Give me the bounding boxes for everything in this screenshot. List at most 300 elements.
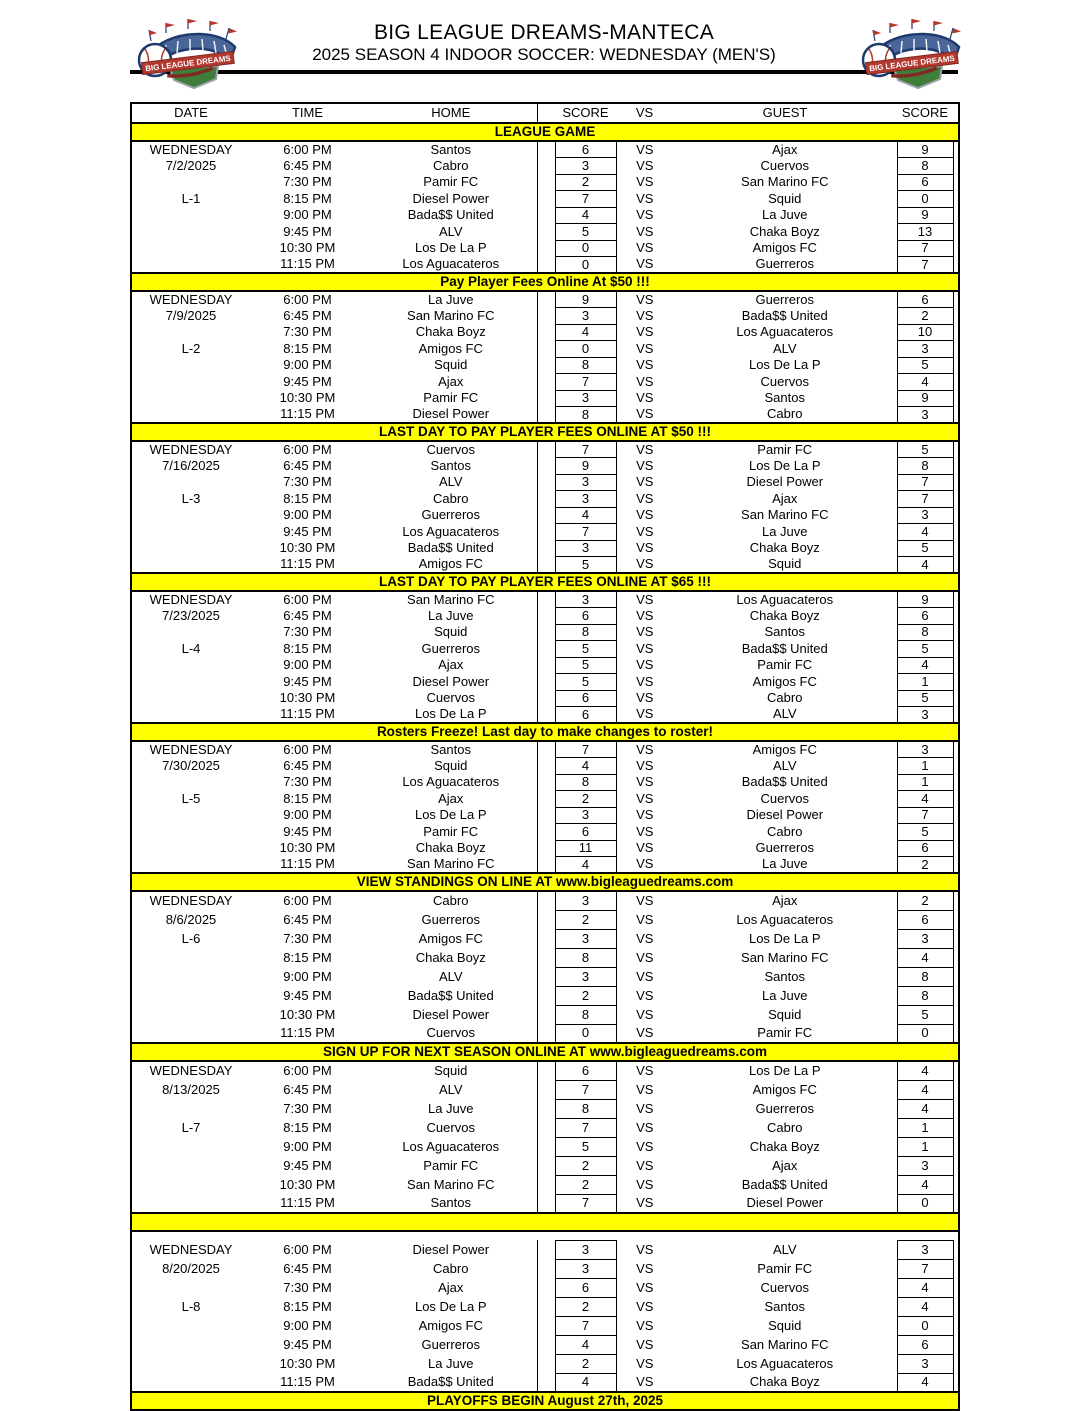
home-score: 3	[555, 491, 616, 508]
guest-team: Santos	[764, 968, 805, 984]
home-team: San Marino FC	[365, 1175, 537, 1194]
home-team: Santos	[365, 741, 537, 758]
spacer-cell	[953, 1156, 959, 1175]
home-score: 8	[555, 948, 616, 967]
spacer-cell	[953, 967, 959, 986]
home-score: 7	[555, 1118, 616, 1137]
game-time: 9:00 PM	[283, 968, 332, 984]
home-team: Squid	[365, 758, 537, 775]
spacer-cell	[953, 774, 959, 791]
vs-label: VS	[636, 291, 654, 307]
vs-label: VS	[636, 790, 654, 806]
spacer-cell	[537, 591, 555, 608]
guest-team: Los Aguacateros	[736, 1355, 834, 1371]
date-cell	[131, 257, 250, 274]
spacer-cell	[953, 458, 959, 475]
column-header-time: TIME	[250, 103, 365, 123]
vs-label: VS	[636, 823, 654, 839]
guest-team: Los De La P	[748, 930, 821, 946]
game-row	[131, 807, 959, 824]
home-score: 3	[555, 1240, 616, 1259]
spacer-cell	[537, 1080, 555, 1099]
spacer-cell	[537, 458, 555, 475]
spacer-cell	[953, 1278, 959, 1297]
guest-team: Santos	[764, 1298, 805, 1314]
home-score: 5	[555, 224, 616, 241]
spacer-cell	[953, 1240, 959, 1259]
home-score: 4	[555, 324, 616, 341]
game-row	[131, 948, 959, 967]
guest-score: 6	[897, 174, 953, 191]
guest-score: 0	[897, 1316, 953, 1335]
spacer-cell	[537, 357, 555, 374]
game-row	[131, 910, 959, 929]
spacer-row	[131, 1231, 959, 1240]
spacer-cell	[537, 257, 555, 274]
home-team: ALV	[365, 967, 537, 986]
spacer-cell	[953, 707, 959, 724]
home-score: 5	[555, 674, 616, 691]
home-score: 7	[555, 741, 616, 758]
week-label: L-5	[181, 790, 201, 806]
home-team: Bada$$ United	[365, 207, 537, 224]
spacer-cell	[537, 929, 555, 948]
week-banner-row	[131, 273, 959, 291]
spacer-cell	[953, 1099, 959, 1118]
home-team: Bada$$ United	[365, 1373, 537, 1392]
column-header-row	[131, 103, 959, 141]
home-team: Guerreros	[365, 507, 537, 524]
game-time: 9:00 PM	[283, 207, 332, 223]
vs-label: VS	[636, 840, 654, 856]
spacer-cell	[953, 474, 959, 491]
home-team: La Juve	[365, 608, 537, 625]
guest-team: Los De La P	[748, 357, 821, 373]
home-score: 8	[555, 1005, 616, 1024]
week-block-4	[131, 591, 959, 741]
guest-score: 4	[897, 557, 953, 574]
game-time: 7:30 PM	[283, 624, 332, 640]
spacer-cell	[537, 1099, 555, 1118]
home-team: Amigos FC	[365, 557, 537, 574]
vs-label: VS	[636, 1317, 654, 1333]
game-time: 11:15 PM	[280, 856, 335, 872]
guest-team: Guerreros	[755, 291, 815, 307]
guest-team: Cuervos	[760, 790, 809, 806]
guest-score: 9	[897, 591, 953, 608]
date-cell	[131, 624, 250, 641]
spacer-cell	[953, 357, 959, 374]
home-score: 9	[555, 291, 616, 308]
guest-team: ALV	[772, 340, 797, 356]
spacer-cell	[953, 308, 959, 325]
date-cell	[131, 674, 250, 691]
spacer-cell	[953, 174, 959, 191]
game-row	[131, 1061, 959, 1080]
guest-team: Amigos FC	[752, 1081, 817, 1097]
home-team: Ajax	[365, 657, 537, 674]
game-row	[131, 458, 959, 475]
game-row	[131, 741, 959, 758]
game-time: 6:45 PM	[283, 457, 332, 473]
vs-label: VS	[636, 1374, 654, 1390]
game-row	[131, 758, 959, 775]
document-header	[130, 20, 958, 88]
home-score: 8	[555, 1099, 616, 1118]
guest-score: 1	[897, 774, 953, 791]
guest-team: Guerreros	[755, 840, 815, 856]
date-cell	[131, 324, 250, 341]
home-team: Ajax	[365, 791, 537, 808]
home-score: 6	[555, 608, 616, 625]
spacer-cell	[953, 158, 959, 175]
game-time: 10:30 PM	[279, 390, 336, 406]
guest-score: 8	[897, 986, 953, 1005]
home-score: 6	[555, 690, 616, 707]
spacer-cell	[537, 557, 555, 574]
guest-team: Chaka Boyz	[749, 1138, 820, 1154]
guest-score: 9	[897, 390, 953, 407]
vs-label: VS	[636, 893, 654, 909]
guest-team: ALV	[772, 1241, 797, 1257]
home-team: San Marino FC	[365, 857, 537, 874]
spacer-cell	[537, 1297, 555, 1316]
week-banner-row	[131, 873, 959, 891]
guest-team: Pamir FC	[757, 657, 813, 673]
game-row	[131, 1297, 959, 1316]
guest-score: 3	[897, 1240, 953, 1259]
guest-score: 7	[897, 240, 953, 257]
spacer-cell	[953, 591, 959, 608]
spacer-cell	[953, 1005, 959, 1024]
vs-label: VS	[636, 340, 654, 356]
game-time: 11:15 PM	[280, 706, 335, 722]
guest-score: 1	[897, 758, 953, 775]
game-time: 7:30 PM	[283, 1279, 332, 1295]
home-score: 2	[555, 174, 616, 191]
spacer-cell	[953, 390, 959, 407]
guest-score: 4	[897, 1080, 953, 1099]
spacer-cell	[537, 1156, 555, 1175]
spacer-cell	[953, 324, 959, 341]
guest-score: 2	[897, 308, 953, 325]
guest-team: La Juve	[761, 207, 808, 223]
vs-label: VS	[636, 523, 654, 539]
spacer-cell	[953, 1061, 959, 1080]
home-score: 3	[555, 540, 616, 557]
big-league-dreams-logo	[136, 17, 240, 91]
spacer-cell	[537, 1240, 555, 1259]
date-cell	[131, 1024, 250, 1043]
guest-team: Cabro	[767, 823, 803, 839]
date-cell	[131, 507, 250, 524]
guest-team: Ajax	[772, 893, 798, 909]
spacer-cell	[537, 407, 555, 424]
home-team: Ajax	[365, 1278, 537, 1297]
guest-team: Squid	[768, 190, 802, 206]
vs-label: VS	[636, 256, 654, 272]
home-score: 3	[555, 807, 616, 824]
spacer-cell	[537, 791, 555, 808]
week-label: L-8	[181, 1298, 201, 1314]
game-date: 7/16/2025	[162, 457, 220, 473]
spacer-cell	[537, 1118, 555, 1137]
game-row	[131, 1137, 959, 1156]
week-banner: Pay Player Fees Online At $50 !!!	[131, 273, 959, 291]
spacer-cell	[537, 308, 555, 325]
game-time: 6:45 PM	[283, 607, 332, 623]
week-block-3	[131, 441, 959, 591]
home-team: Pamir FC	[365, 824, 537, 841]
spacer-cell	[537, 641, 555, 658]
vs-label: VS	[636, 1119, 654, 1135]
game-time: 10:30 PM	[279, 1176, 336, 1192]
game-row	[131, 1005, 959, 1024]
game-row	[131, 1316, 959, 1335]
game-row	[131, 191, 959, 208]
guest-score: 4	[897, 524, 953, 541]
home-score: 3	[555, 591, 616, 608]
game-time: 9:45 PM	[283, 223, 332, 239]
game-time: 10:30 PM	[279, 540, 336, 556]
guest-team: Bada$$ United	[741, 774, 828, 790]
guest-team: Cabro	[767, 406, 803, 422]
home-team: Squid	[365, 624, 537, 641]
home-team: ALV	[365, 1080, 537, 1099]
home-team: Los De La P	[365, 807, 537, 824]
spacer-cell	[537, 657, 555, 674]
spacer-cell	[537, 441, 555, 458]
game-time: 6:45 PM	[283, 757, 332, 773]
guest-score: 7	[897, 491, 953, 508]
spacer-cell	[953, 491, 959, 508]
guest-score: 4	[897, 1175, 953, 1194]
guest-score: 3	[897, 929, 953, 948]
spacer-cell	[953, 657, 959, 674]
home-score: 7	[555, 1080, 616, 1099]
spacer-cell	[537, 1137, 555, 1156]
spacer-cell	[537, 948, 555, 967]
guest-team: San Marino FC	[741, 174, 829, 190]
guest-team: Cuervos	[760, 373, 809, 389]
spacer-cell	[953, 948, 959, 967]
vs-label: VS	[636, 540, 654, 556]
game-row	[131, 657, 959, 674]
home-team: La Juve	[365, 1354, 537, 1373]
guest-score: 3	[897, 341, 953, 358]
spacer-cell	[953, 1316, 959, 1335]
spacer-cell	[537, 824, 555, 841]
date-cell	[131, 224, 250, 241]
date-cell	[131, 1354, 250, 1373]
guest-score: 3	[897, 1156, 953, 1175]
spacer-cell	[953, 441, 959, 458]
home-team: Santos	[365, 458, 537, 475]
guest-team: Amigos FC	[752, 741, 817, 757]
home-team: Bada$$ United	[365, 986, 537, 1005]
game-row	[131, 557, 959, 574]
guest-team: Cuervos	[760, 1279, 809, 1295]
spacer-cell	[953, 207, 959, 224]
date-cell	[131, 807, 250, 824]
spacer-cell	[537, 324, 555, 341]
game-row	[131, 441, 959, 458]
spacer-cell	[953, 240, 959, 257]
spacer-cell	[537, 207, 555, 224]
date-cell	[131, 986, 250, 1005]
home-score: 0	[555, 341, 616, 358]
game-time: 6:00 PM	[283, 1241, 332, 1257]
game-time: 8:15 PM	[283, 490, 332, 506]
vs-label: VS	[636, 207, 654, 223]
vs-label: VS	[636, 856, 654, 872]
spacer-cell	[537, 967, 555, 986]
guest-score: 3	[897, 741, 953, 758]
home-team: ALV	[365, 224, 537, 241]
spacer-cell	[953, 910, 959, 929]
guest-score: 10	[897, 324, 953, 341]
schedule-document	[130, 0, 958, 1411]
spacer-cell	[953, 557, 959, 574]
game-time: 9:00 PM	[283, 507, 332, 523]
guest-team: Los De La P	[748, 1063, 821, 1079]
spacer-cell	[537, 1278, 555, 1297]
game-day: WEDNESDAY	[149, 893, 233, 909]
home-team: Cuervos	[365, 1024, 537, 1043]
home-score: 6	[555, 707, 616, 724]
column-header-guest-score: SCORE	[897, 103, 953, 123]
game-date: 8/20/2025	[162, 1260, 220, 1276]
game-time: 6:45 PM	[283, 1081, 332, 1097]
home-team: Los De La P	[365, 707, 537, 724]
spacer-cell	[953, 1259, 959, 1278]
guest-score: 6	[897, 840, 953, 857]
date-cell	[131, 374, 250, 391]
spacer-cell	[953, 824, 959, 841]
guest-score: 4	[897, 657, 953, 674]
date-cell	[131, 407, 250, 424]
spacer-cell	[953, 407, 959, 424]
guest-score: 4	[897, 1061, 953, 1080]
spacer-cell	[537, 1373, 555, 1392]
spacer-cell	[537, 390, 555, 407]
spacer-cell	[953, 929, 959, 948]
spacer-cell	[537, 103, 555, 123]
game-time: 9:00 PM	[283, 657, 332, 673]
guest-team: Bada$$ United	[741, 1176, 828, 1192]
home-team: Pamir FC	[365, 390, 537, 407]
home-team: Ajax	[365, 374, 537, 391]
home-team: Cabro	[365, 891, 537, 910]
home-score: 6	[555, 141, 616, 158]
game-time: 6:00 PM	[283, 141, 332, 157]
guest-team: Los Aguacateros	[736, 591, 834, 607]
date-cell	[131, 1278, 250, 1297]
spacer-cell	[537, 1316, 555, 1335]
guest-score: 4	[897, 1099, 953, 1118]
game-row	[131, 1354, 959, 1373]
home-score: 7	[555, 191, 616, 208]
home-team: Cabro	[365, 158, 537, 175]
vs-label: VS	[636, 507, 654, 523]
spacer-cell	[537, 690, 555, 707]
home-team: Los Aguacateros	[365, 774, 537, 791]
game-time: 6:00 PM	[283, 741, 332, 757]
vs-label: VS	[636, 556, 654, 572]
week-block-2	[131, 291, 959, 441]
week-banner-row	[131, 1043, 959, 1061]
game-row	[131, 608, 959, 625]
guest-score: 7	[897, 1259, 953, 1278]
spacer-cell	[953, 1118, 959, 1137]
vs-label: VS	[636, 457, 654, 473]
home-score: 11	[555, 840, 616, 857]
game-row	[131, 641, 959, 658]
week-banner-row	[131, 1213, 959, 1231]
date-cell	[131, 357, 250, 374]
spacer-cell	[953, 807, 959, 824]
date-cell	[131, 174, 250, 191]
home-team: Amigos FC	[365, 341, 537, 358]
vs-label: VS	[636, 157, 654, 173]
game-row	[131, 1175, 959, 1194]
game-row	[131, 967, 959, 986]
home-score: 5	[555, 641, 616, 658]
guest-score: 5	[897, 1005, 953, 1024]
column-header-date: DATE	[131, 103, 250, 123]
home-score: 4	[555, 507, 616, 524]
spacer-cell	[953, 641, 959, 658]
game-time: 10:30 PM	[279, 1006, 336, 1022]
spacer-cell	[953, 891, 959, 910]
guest-score: 9	[897, 141, 953, 158]
spacer-cell	[537, 224, 555, 241]
game-time: 11:15 PM	[280, 1374, 335, 1390]
spacer-cell	[537, 857, 555, 874]
game-time: 8:15 PM	[283, 190, 332, 206]
header-divider	[130, 70, 958, 74]
game-time: 6:00 PM	[283, 441, 332, 457]
guest-team: Diesel Power	[746, 1195, 824, 1211]
home-team: San Marino FC	[365, 591, 537, 608]
game-day: WEDNESDAY	[149, 741, 233, 757]
week-banner-row	[131, 423, 959, 441]
spacer-cell	[537, 507, 555, 524]
vs-label: VS	[636, 1006, 654, 1022]
guest-team: Cuervos	[760, 157, 809, 173]
home-score: 2	[555, 1297, 616, 1316]
column-header-guest: GUEST	[673, 103, 897, 123]
game-row	[131, 341, 959, 358]
game-row	[131, 929, 959, 948]
guest-team: Squid	[768, 556, 802, 572]
home-score: 3	[555, 891, 616, 910]
game-time: 9:00 PM	[283, 807, 332, 823]
guest-score: 7	[897, 474, 953, 491]
game-time: 11:15 PM	[280, 1195, 335, 1211]
vs-label: VS	[636, 1025, 654, 1041]
spacer-cell	[537, 474, 555, 491]
game-time: 9:45 PM	[283, 823, 332, 839]
game-day: WEDNESDAY	[149, 441, 233, 457]
date-cell	[131, 540, 250, 557]
spacer-cell	[537, 341, 555, 358]
game-time: 9:45 PM	[283, 523, 332, 539]
game-row	[131, 240, 959, 257]
home-score: 4	[555, 1335, 616, 1354]
guest-score: 5	[897, 641, 953, 658]
game-day: WEDNESDAY	[149, 1063, 233, 1079]
